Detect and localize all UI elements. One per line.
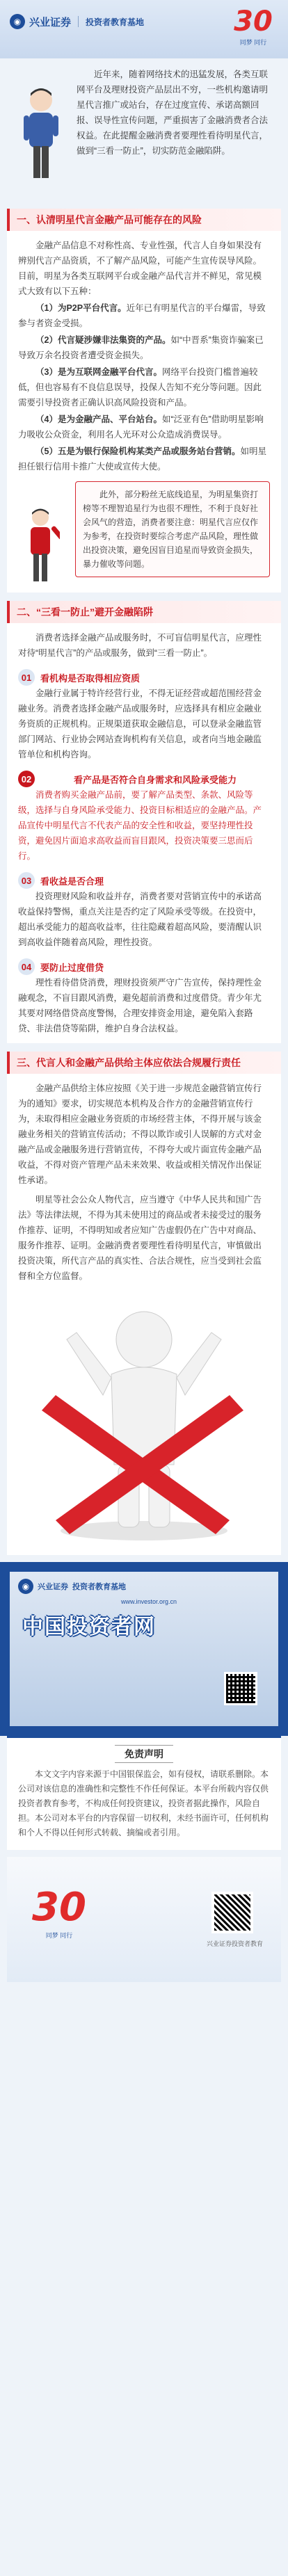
- disclaimer-text: 本文文字内容来源于中国银保监会，如有侵权，请联系删除。本公司对该信息的准确性和完整性不作任何保证。本平台所载内容仅供投资者教育参考，不构成任何投资建议，投资者据此操作，风险自担。本公司对本平台的内容保留一切权利，未经书面许可，任何机构和个人不得以任何形式转载、摘编或者引用。: [18, 1769, 269, 1837]
- item-key: （1）为P2P平台代言。: [35, 303, 127, 313]
- subsection-title: 看机构是否取得相应资质: [40, 673, 141, 684]
- intro-text: 近年来，随着网络技术的迅猛发展，各类互联网平台及理财投资产品层出不穷，一些机构邀请明星代言推广或站台，存在过度宣传、承诺高额回报、误导性宣传问题，严重损害了金融消费者合法权益。在此提醒金融消费者要理性看待明星代言，做到“三看一防止”，切实防范金融陷阱。: [77, 70, 269, 156]
- subsection-text: 消费者购买金融产品前，要了解产品类型、条款、风险等级，选择与自身风险承受能力、投资目标相适应的金融产品。产品宣传中明星代言不代表产品的安全性和收益，要坚持理性投资，避免因片面追求高收益而盲目跟风，投资决策要三思而后行。: [18, 790, 262, 861]
- section1-item: [18, 412, 270, 442]
- header: [0, 0, 288, 58]
- item-key: （2）代言疑涉嫌非法集资的产品。: [35, 335, 171, 345]
- subsection-title: 要防止过度借贷: [40, 962, 104, 973]
- item-key: （5）五是为银行保险机构某类产品或服务站台营销。: [35, 446, 241, 456]
- presenter-figure-icon: [21, 506, 60, 583]
- anniversary-logo: [228, 6, 278, 49]
- disclaimer-title-text: 免责声明: [115, 1745, 173, 1763]
- intro: [10, 64, 278, 200]
- subsection-title: 看产品是否符合自身需求和风险承受能力: [73, 774, 237, 785]
- item-text: 网络平台投资门槛普遍较低，但也容易有不良信息误导，投保人告知不充分等问题。因此需要引导投资者正确认识高风险投资和产品。: [18, 367, 262, 408]
- anniversary-number: 30: [234, 6, 273, 38]
- illustration: [7, 1291, 281, 1555]
- section1-item: [18, 332, 270, 363]
- qr-code-icon: [224, 1672, 257, 1705]
- section1-item: [18, 300, 270, 331]
- tip-bubble: 此外，部分粉丝无底线追星，为明星集资打榜等不理智追星行为也很不理性，不利于良好社会风气的营造，消费者要注意：明星代言应仅作为参考，在投资时要综合考虑产品风险，理性做出投资决策，避免因盲目追星而导致资金损失，暴力催收等问题。: [75, 481, 270, 577]
- brand-logo-icon: ◉: [18, 1579, 33, 1594]
- footer: [7, 1857, 281, 1982]
- section3-para: 明星等社会公众人物代言，应当遵守《中华人民共和国广告法》等法律法规，不得为其未使用过的商品或者未接受过的服务作推荐、证明，不得明知或者应知广告虚假仍在广告中对商品、服务作推荐、证明。金融消费者要理性看待明星代言，审慎做出投资决策，所代言产品的真实性、合法合规性，应当受到社会监督和全方位监督。: [18, 1195, 262, 1281]
- brand-logo-icon: ◉: [10, 14, 25, 29]
- subsection-header: [18, 771, 270, 787]
- item-text: 如明星担任银行信用卡推广大使或宣传大使。: [18, 446, 266, 472]
- qr-code-icon: [211, 1892, 253, 1933]
- footer-anniversary-label: 同梦 同行: [45, 1932, 73, 1939]
- investor-site-banner[interactable]: [0, 1562, 288, 1736]
- item-key: （4）是为金融产品、平台站台。: [35, 414, 162, 424]
- disclaimer-title: [18, 1745, 270, 1763]
- subsection-number: 04: [18, 958, 35, 975]
- item-text: 如“中晋系”集资诈骗案已导致万余名投资者遭受资金损失。: [18, 335, 264, 360]
- brand: [10, 14, 144, 29]
- anniversary-label: 同梦 同行: [239, 39, 267, 46]
- stop-figure-icon: [7, 1291, 281, 1555]
- banner-brand: [18, 1579, 126, 1594]
- section1-lead: 金融产品信息不对称性高、专业性强，代言人自身如果没有辨别代言产品资质，不了解产品风险，可能产生宣传误导风险。目前，明星为各类互联网平台或金融产品代言并不鲜见，常见模式大致有以下五种：: [18, 241, 262, 296]
- subsection-header: [18, 669, 270, 686]
- footer-anniversary-logo: [21, 1885, 97, 1939]
- thinking-figure-icon: [17, 85, 65, 182]
- section3-card: [7, 1074, 281, 1291]
- section3-para: 金融产品供给主体应按照《关于进一步规范金融营销宣传行为的通知》要求，切实规范本机构及合作方的金融营销宣传行为，未取得相应金融业务资质的市场经营主体，不得开展与该金融业务相关的营销宣传活动；不得以欺诈或引人误解的方式对金融产品或金融服务进行营销宣传，不得夸大或片面宣传金融产品收益，不得对资产管理产品未来效果、收益或相关情况作出保证性承诺。: [18, 1084, 262, 1185]
- brand-divider: [78, 16, 79, 27]
- banner-brand-sub: 投资者教育基地: [72, 1583, 126, 1591]
- item-text: 近年已有明星代言的平台爆雷，导致参与者资金受损。: [18, 303, 266, 328]
- brand-name: 兴业证券: [29, 16, 72, 29]
- item-text: 如“泛亚有色”借助明星影响力吸收公众资金，利用名人光环对公众造成消费误导。: [18, 414, 264, 440]
- qr-caption: 兴业证券投资者教育: [206, 1940, 263, 1947]
- subsection-text: 理性看待借贷消费，理财投资须严守广告宣传，保持理性金融观念，不盲目跟风消费，避免超前消费和过度借贷。青少年尤其要对网络借贷高度警惕，合理安排资金用途，避免陷入套路贷、非法借贷等陷阱，维护自身合法权益。: [18, 978, 262, 1033]
- section2-card: [7, 623, 281, 1043]
- banner-title: 中国投资者网: [22, 1616, 156, 1639]
- item-key: （3）是为互联网金融平台代言。: [35, 367, 162, 377]
- banner-inner: [10, 1572, 278, 1726]
- footer-anniversary-number: 30: [32, 1885, 86, 1930]
- section3-title: 三、代言人和金融产品供给主体应依法合规履行责任: [7, 1052, 281, 1074]
- subsection-header: [18, 872, 270, 889]
- subsection-title: 看收益是否合理: [40, 876, 104, 887]
- section1-card: [7, 231, 281, 593]
- section2-lead: 消费者选择金融产品或服务时，不可盲信明星代言，应理性对待“明星代言”的产品或服务，做到“三看一防止”。: [18, 633, 262, 658]
- banner-brand-name: 兴业证券: [38, 1583, 68, 1591]
- subsection-text: 投资理财风险和收益并存，消费者要对营销宣传中的承诺高收益保持警惕，重点关注是否约定了风险承受等级。在投资中，超出承受能力的超高收益率，往往隐藏着超高风险，要清醒认识到高收益伴随着高风险，理性投资。: [18, 892, 262, 947]
- subsection-number: 01: [18, 669, 35, 686]
- brand-sub: 投资者教育基地: [86, 17, 145, 27]
- section2-title: 二、“三看一防止”避开金融陷阱: [7, 601, 281, 623]
- disclaimer: [7, 1736, 281, 1850]
- subsection-text: 金融行业属于特许经营行业，不得无证经营或超范围经营金融业务。消费者选择金融产品或服务时，应选择具有相应金融业务资质的正规机构。正规渠道获取金融信息，可以登录金融监管部门网站、行业协会网站查询机构有关信息，或者向当地金融监管单位和机构咨询。: [18, 689, 262, 759]
- subsection-header: [18, 958, 270, 975]
- section1-item: [18, 444, 270, 474]
- banner-url[interactable]: www.investor.org.cn: [121, 1598, 177, 1605]
- subsection-number: 03: [18, 872, 35, 889]
- tip-box: [18, 481, 270, 586]
- subsection-number: 02: [18, 771, 35, 787]
- section1-item: [18, 364, 270, 410]
- section1-title: 一、认清明星代言金融产品可能存在的风险: [7, 209, 281, 231]
